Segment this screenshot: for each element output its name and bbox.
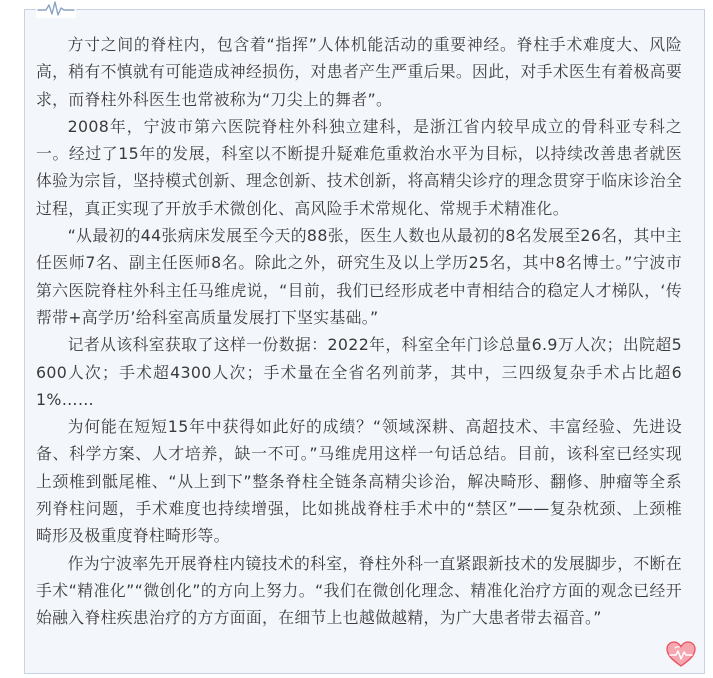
paragraph-team: “从最初的44张病床发展至今天的88张，医生人数也从最初的8名发展至26名，其中主任医师7名、副主任医师8名。除此之外，研究生及以上学历25名，其中8名博士。”宁波市第六医院脊柱外科主任马维虎说，“目前，我们已经形成老中青相结合的稳定人才梯队，‘传帮带+高学历’给科室高质量发展打下坚实基础。” <box>36 226 682 327</box>
heart-pulse-icon <box>664 639 698 669</box>
paragraph-innovation: 作为宁波率先开展脊柱内镜技术的科室，脊柱外科一直紧跟新技术的发展脚步，不断在手术“精准化”“微创化”的方向上努力。“我们在微创化理念、精准化治疗方面的观念已经开始融入脊柱疾患治疗的方方面面，在细节上也越做越精，为广大患者带去福音。” <box>36 553 682 628</box>
paragraph-statistics: 记者从该科室获取了这样一份数据：2022年，科室全年门诊总量6.9万人次；出院超5600人次；手术超4300人次；手术量在全省名列前茅，其中，三四级复杂手术占比超61%…… <box>36 335 682 409</box>
paragraph-history: 2008年，宁波市第六医院脊柱外科独立建科，是浙江省内较早成立的骨科亚专科之一。经过了15年的发展，科室以不断提升疑难危重救治水平为目标，以持续改善患者就医体验为宗旨，坚持模式创新、理念创新、技术创新，将高精尖诊疗的理念贯穿于临床诊治全过程，真正实现了开放手术微创化、高风险手术常规化、常规手术精准化。 <box>36 116 682 218</box>
pulse-line-icon <box>36 0 76 18</box>
paragraph-intro: 方寸之间的脊柱内，包含着“指挥”人体机能活动的重要神经。脊柱手术难度大、风险高，稍有不慎就有可能造成神经损伤，对患者产生严重后果。因此，对手术医生有着极高要求，而脊柱外科医生也常被称为“刀尖上的舞者”。 <box>36 35 682 109</box>
paragraph-achievements: 为何能在短短15年中获得如此好的成绩？“领域深耕、高超技术、丰富经验、先进设备、科学方案、人才培养，缺一不可。”马维虎用这样一句话总结。目前，该科室已经实现上颈椎到骶尾椎、“从上到下”整条脊柱全链条高精尖诊治，解决畸形、翻修、肿瘤等全系列脊柱问题，手术难度也持续增强，比如挑战脊柱手术中的“禁区”——复杂枕颈、上颈椎畸形及极重度脊柱畸形等。 <box>36 417 682 546</box>
article-body <box>36 31 682 632</box>
